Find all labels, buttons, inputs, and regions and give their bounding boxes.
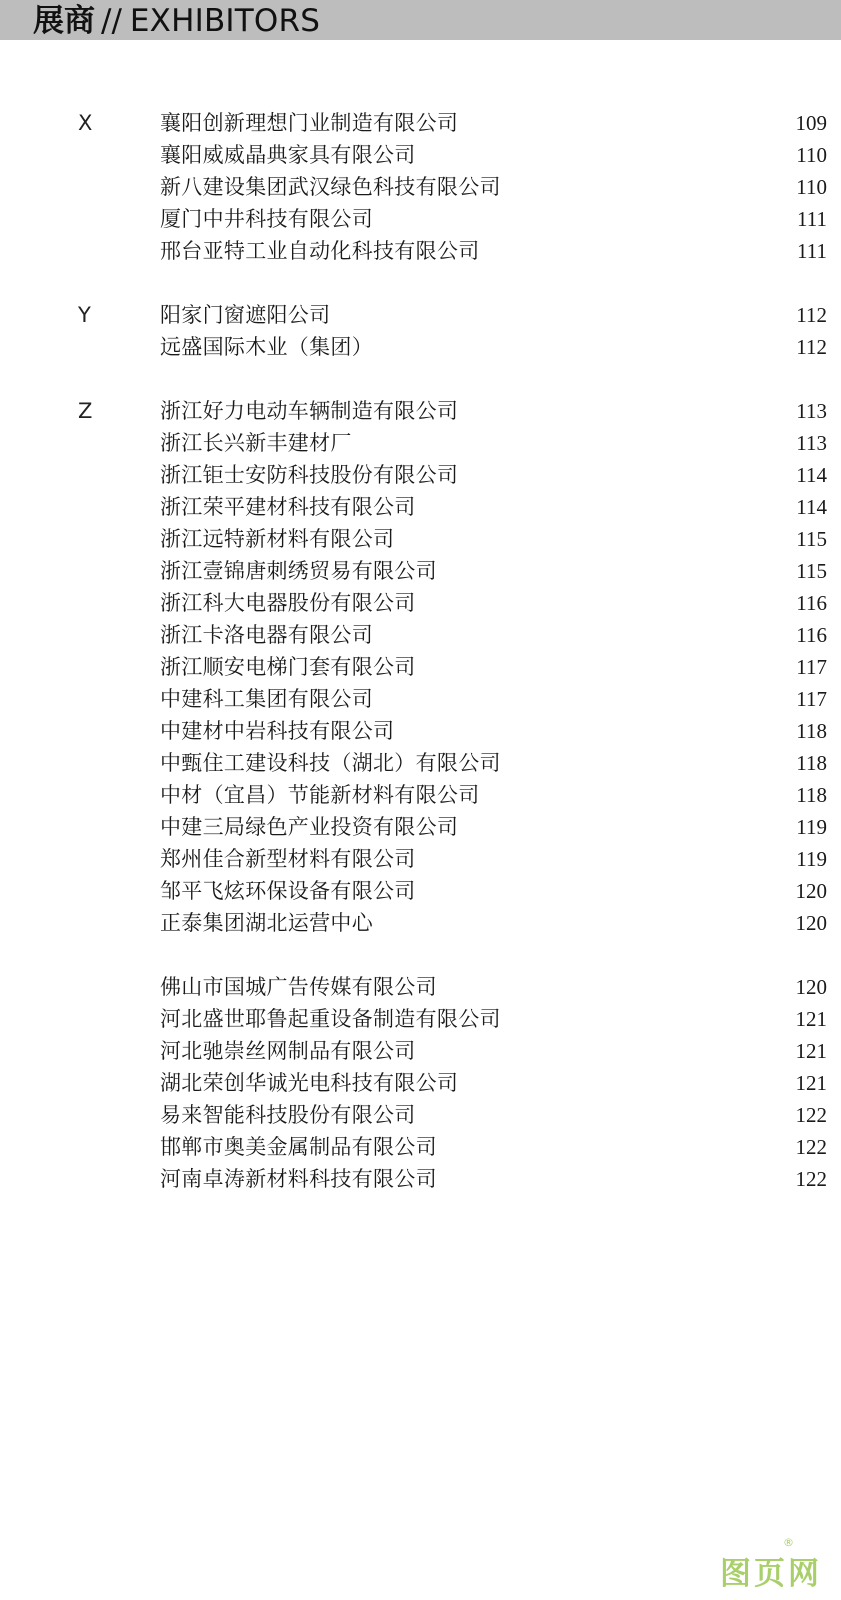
exhibitor-name: 浙江长兴新丰建材厂 <box>160 431 352 455</box>
page-number: 119 <box>796 815 827 839</box>
page-number: 122 <box>795 1135 827 1159</box>
exhibitor-name: 邯郸市奥美金属制品有限公司 <box>160 1135 437 1159</box>
page-title-en: EXHIBITORS <box>129 3 321 39</box>
page-number: 119 <box>796 847 827 871</box>
page-number: 118 <box>796 751 827 775</box>
index-section <box>0 971 841 1195</box>
registered-mark: ® <box>783 1536 794 1549</box>
page-number: 121 <box>795 1039 827 1063</box>
exhibitor-row <box>0 555 841 587</box>
page-number: 115 <box>796 527 827 551</box>
exhibitor-row <box>0 779 841 811</box>
page-number: 110 <box>796 143 827 167</box>
exhibitor-name: 中建三局绿色产业投资有限公司 <box>160 815 459 839</box>
exhibitor-name: 襄阳威威晶典家具有限公司 <box>160 143 416 167</box>
page-number: 114 <box>796 463 827 487</box>
exhibitor-name: 襄阳创新理想门业制造有限公司 <box>160 111 459 135</box>
index-section <box>0 107 841 267</box>
page-number: 110 <box>796 175 827 199</box>
exhibitor-name: 中甄住工建设科技（湖北）有限公司 <box>160 751 501 775</box>
exhibitor-row <box>0 1067 841 1099</box>
exhibitor-name: 远盛国际木业（集团） <box>160 335 373 359</box>
exhibitor-name: 浙江好力电动车辆制造有限公司 <box>160 399 459 423</box>
exhibitor-row <box>0 171 841 203</box>
exhibitor-name: 河北驰崇丝网制品有限公司 <box>160 1039 416 1063</box>
watermark-text: 图页网 <box>720 1556 822 1592</box>
exhibitor-name: 新八建设集团武汉绿色科技有限公司 <box>160 175 501 199</box>
exhibitor-row <box>0 843 841 875</box>
exhibitor-row <box>0 299 841 331</box>
exhibitor-name: 邹平飞炫环保设备有限公司 <box>160 879 416 903</box>
page-number: 111 <box>797 239 827 263</box>
exhibitor-name: 中建科工集团有限公司 <box>160 687 373 711</box>
section-letter: X <box>78 111 93 135</box>
page-number: 122 <box>795 1103 827 1127</box>
watermark-logo <box>720 1536 835 1592</box>
exhibitor-name: 中材（宜昌）节能新材料有限公司 <box>160 783 480 807</box>
exhibitor-row <box>0 811 841 843</box>
exhibitor-row <box>0 907 841 939</box>
page-number: 113 <box>796 431 827 455</box>
exhibitor-row <box>0 235 841 267</box>
exhibitor-row <box>0 459 841 491</box>
page-number: 116 <box>796 591 827 615</box>
page-number: 121 <box>795 1071 827 1095</box>
exhibitor-name: 浙江荣平建材科技有限公司 <box>160 495 416 519</box>
exhibitor-index <box>0 107 841 1227</box>
page-number: 117 <box>796 655 827 679</box>
exhibitor-row <box>0 1131 841 1163</box>
index-section <box>0 395 841 939</box>
page-number: 112 <box>796 303 827 327</box>
exhibitor-row <box>0 715 841 747</box>
exhibitor-row <box>0 395 841 427</box>
page-number: 121 <box>795 1007 827 1031</box>
exhibitor-row <box>0 587 841 619</box>
page-number: 112 <box>796 335 827 359</box>
exhibitor-row <box>0 107 841 139</box>
page-number: 117 <box>796 687 827 711</box>
section-letter: Y <box>78 303 91 327</box>
exhibitor-row <box>0 683 841 715</box>
exhibitor-row <box>0 491 841 523</box>
section-letter: Z <box>78 399 93 423</box>
exhibitor-row <box>0 651 841 683</box>
exhibitor-row <box>0 203 841 235</box>
exhibitor-name: 厦门中井科技有限公司 <box>160 207 373 231</box>
exhibitor-name: 浙江钜士安防科技股份有限公司 <box>160 463 459 487</box>
exhibitor-name: 河南卓涛新材料科技有限公司 <box>160 1167 437 1191</box>
exhibitor-name: 郑州佳合新型材料有限公司 <box>160 847 416 871</box>
exhibitor-name: 湖北荣创华诚光电科技有限公司 <box>160 1071 459 1095</box>
exhibitor-row <box>0 427 841 459</box>
page-number: 109 <box>795 111 827 135</box>
exhibitor-row <box>0 331 841 363</box>
page-number: 115 <box>796 559 827 583</box>
exhibitor-name: 浙江顺安电梯门套有限公司 <box>160 655 416 679</box>
exhibitor-row <box>0 1035 841 1067</box>
exhibitor-row <box>0 971 841 1003</box>
exhibitor-name: 阳家门窗遮阳公司 <box>160 303 331 327</box>
page-number: 113 <box>796 399 827 423</box>
exhibitor-row <box>0 1163 841 1195</box>
exhibitor-name: 河北盛世耶鲁起重设备制造有限公司 <box>160 1007 501 1031</box>
page-number: 122 <box>795 1167 827 1191</box>
exhibitor-name: 邢台亚特工业自动化科技有限公司 <box>160 239 480 263</box>
exhibitor-name: 浙江卡洛电器有限公司 <box>160 623 373 647</box>
exhibitor-name: 佛山市国城广告传媒有限公司 <box>160 975 437 999</box>
exhibitor-name: 浙江壹锦唐刺绣贸易有限公司 <box>160 559 437 583</box>
exhibitor-row <box>0 747 841 779</box>
exhibitor-name: 易来智能科技股份有限公司 <box>160 1103 416 1127</box>
exhibitor-name: 正泰集团湖北运营中心 <box>160 911 373 935</box>
page-number: 114 <box>796 495 827 519</box>
page-number: 118 <box>796 783 827 807</box>
exhibitor-name: 浙江远特新材料有限公司 <box>160 527 395 551</box>
page-number: 118 <box>796 719 827 743</box>
page-title <box>33 2 320 40</box>
page-title-cn: 展商 <box>33 3 95 39</box>
exhibitor-name: 中建材中岩科技有限公司 <box>160 719 395 743</box>
page-number: 120 <box>795 975 827 999</box>
exhibitor-row <box>0 523 841 555</box>
index-section <box>0 299 841 363</box>
exhibitor-row <box>0 619 841 651</box>
page-title-separator: // <box>101 3 122 39</box>
page-number: 120 <box>795 911 827 935</box>
exhibitor-row <box>0 1003 841 1035</box>
exhibitor-row <box>0 1099 841 1131</box>
page-number: 116 <box>796 623 827 647</box>
exhibitor-row <box>0 139 841 171</box>
exhibitor-row <box>0 875 841 907</box>
page-number: 120 <box>795 879 827 903</box>
exhibitor-name: 浙江科大电器股份有限公司 <box>160 591 416 615</box>
page-number: 111 <box>797 207 827 231</box>
